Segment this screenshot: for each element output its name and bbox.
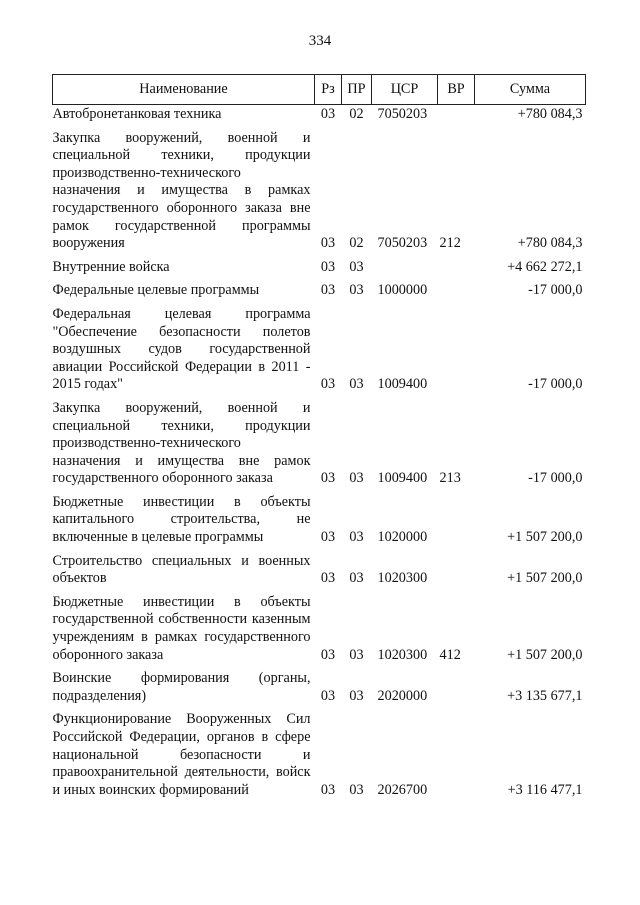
vr-cell — [438, 664, 475, 705]
table-row — [53, 300, 586, 394]
header-name: Наименование — [53, 75, 315, 105]
header-pr: ПР — [342, 75, 372, 105]
csr-cell: 7050203 — [377, 235, 428, 252]
table-header — [53, 75, 586, 105]
rz-cell: 03 — [320, 529, 336, 546]
table-row — [53, 705, 586, 799]
vr-cell — [438, 300, 475, 394]
pr-cell: 03 — [349, 376, 364, 393]
header-sum: Сумма — [475, 75, 586, 105]
vr-cell: 412 — [439, 646, 461, 663]
header-rz: Рз — [315, 75, 342, 105]
table-row — [53, 124, 586, 253]
table-row — [53, 547, 586, 588]
rz-cell: 03 — [320, 570, 336, 587]
table-row — [53, 664, 586, 705]
vr-cell — [438, 547, 475, 588]
sum-cell: -17 000,0 — [528, 376, 583, 393]
rz-cell: 03 — [320, 470, 336, 487]
table-body — [53, 105, 586, 800]
rz-cell: 03 — [320, 687, 336, 704]
rz-cell: 03 — [320, 106, 336, 122]
header-vr: ВР — [438, 75, 475, 105]
page-number: 334 — [308, 33, 332, 49]
pr-cell: 03 — [349, 282, 364, 299]
pr-cell: 03 — [349, 687, 364, 704]
pr-cell: 03 — [349, 646, 364, 663]
header-csr: ЦСР — [372, 75, 438, 105]
table-row — [53, 394, 586, 488]
sum-cell: +3 116 477,1 — [507, 781, 583, 798]
pr-cell: 02 — [349, 235, 364, 252]
vr-cell — [438, 253, 475, 277]
pr-cell: 03 — [349, 258, 364, 275]
rz-cell: 03 — [320, 781, 336, 798]
rz-cell: 03 — [320, 646, 336, 663]
csr-cell: 7050203 — [377, 106, 428, 122]
csr-cell: 1020300 — [377, 570, 428, 587]
pr-cell: 02 — [349, 106, 364, 122]
name-cell: Воинские формирования (органы, подразделения) — [52, 670, 311, 704]
name-cell: Функционирование Вооруженных Сил Российской Федерации, органов в сфере национальной безопасности и правоохранительной деятельности, войск и иных воинских формирований — [52, 711, 311, 798]
csr-cell: 1020000 — [377, 529, 428, 546]
pr-cell: 03 — [349, 781, 364, 798]
sum-cell: +780 084,3 — [517, 235, 583, 252]
vr-cell — [438, 488, 475, 547]
rz-cell: 03 — [320, 258, 336, 275]
pr-cell: 03 — [349, 529, 364, 546]
csr-cell: 2020000 — [377, 687, 428, 704]
name-cell: Закупка вооружений, военной и специальной техники, продукции производственно-технического назначения и имущества вне рамок государственного оборонного заказа — [52, 399, 311, 487]
name-cell: Федеральные целевые программы — [52, 282, 260, 299]
csr-cell: 1009400 — [377, 470, 428, 487]
name-cell: Бюджетные инвестиции в объекты государственной собственности казенным учреждениям в рамках государственного оборонного заказа — [52, 593, 311, 663]
sum-cell: -17 000,0 — [528, 282, 583, 299]
csr-cell: 1000000 — [377, 282, 428, 299]
table-row — [53, 253, 586, 277]
csr-cell: 1009400 — [377, 376, 428, 393]
table-row — [53, 276, 586, 300]
rz-cell: 03 — [320, 376, 336, 393]
vr-cell — [438, 105, 475, 124]
sum-cell: +780 084,3 — [517, 106, 583, 122]
sum-cell: +1 507 200,0 — [507, 529, 583, 546]
csr-cell: 1020300 — [377, 646, 428, 663]
name-cell: Закупка вооружений, военной и специальной техники, продукции производственно-технического назначения и имущества в рамках государственного оборонного заказа вне рамок государственной программы вооружения — [52, 129, 311, 252]
pr-cell: 03 — [349, 570, 364, 587]
name-cell: Строительство специальных и военных объектов — [52, 552, 311, 587]
sum-cell: +1 507 200,0 — [507, 646, 583, 663]
rz-cell: 03 — [320, 282, 336, 299]
vr-cell — [438, 276, 475, 300]
pr-cell: 03 — [349, 470, 364, 487]
table-row — [53, 488, 586, 547]
csr-cell — [372, 253, 438, 277]
name-cell: Внутренние войска — [52, 258, 170, 275]
rz-cell: 03 — [320, 235, 336, 252]
name-cell: Бюджетные инвестиции в объекты капитального строительства, не включенные в целевые программы — [52, 493, 311, 546]
vr-cell: 213 — [439, 470, 461, 487]
sum-cell: -17 000,0 — [528, 470, 583, 487]
csr-cell: 2026700 — [377, 781, 428, 798]
table-row — [53, 105, 586, 124]
name-cell: Федеральная целевая программа "Обеспечение безопасности полетов воздушных судов государственной авиации Российской Федерации в 2011 - 2015 годах" — [52, 305, 311, 393]
budget-table — [52, 74, 586, 799]
table-row — [53, 588, 586, 664]
vr-cell: 212 — [439, 235, 461, 252]
sum-cell: +3 135 677,1 — [507, 687, 583, 704]
sum-cell: +1 507 200,0 — [507, 570, 583, 587]
sum-cell: +4 662 272,1 — [507, 258, 583, 275]
vr-cell — [438, 705, 475, 799]
name-cell: Автобронетанковая техника — [52, 106, 222, 122]
